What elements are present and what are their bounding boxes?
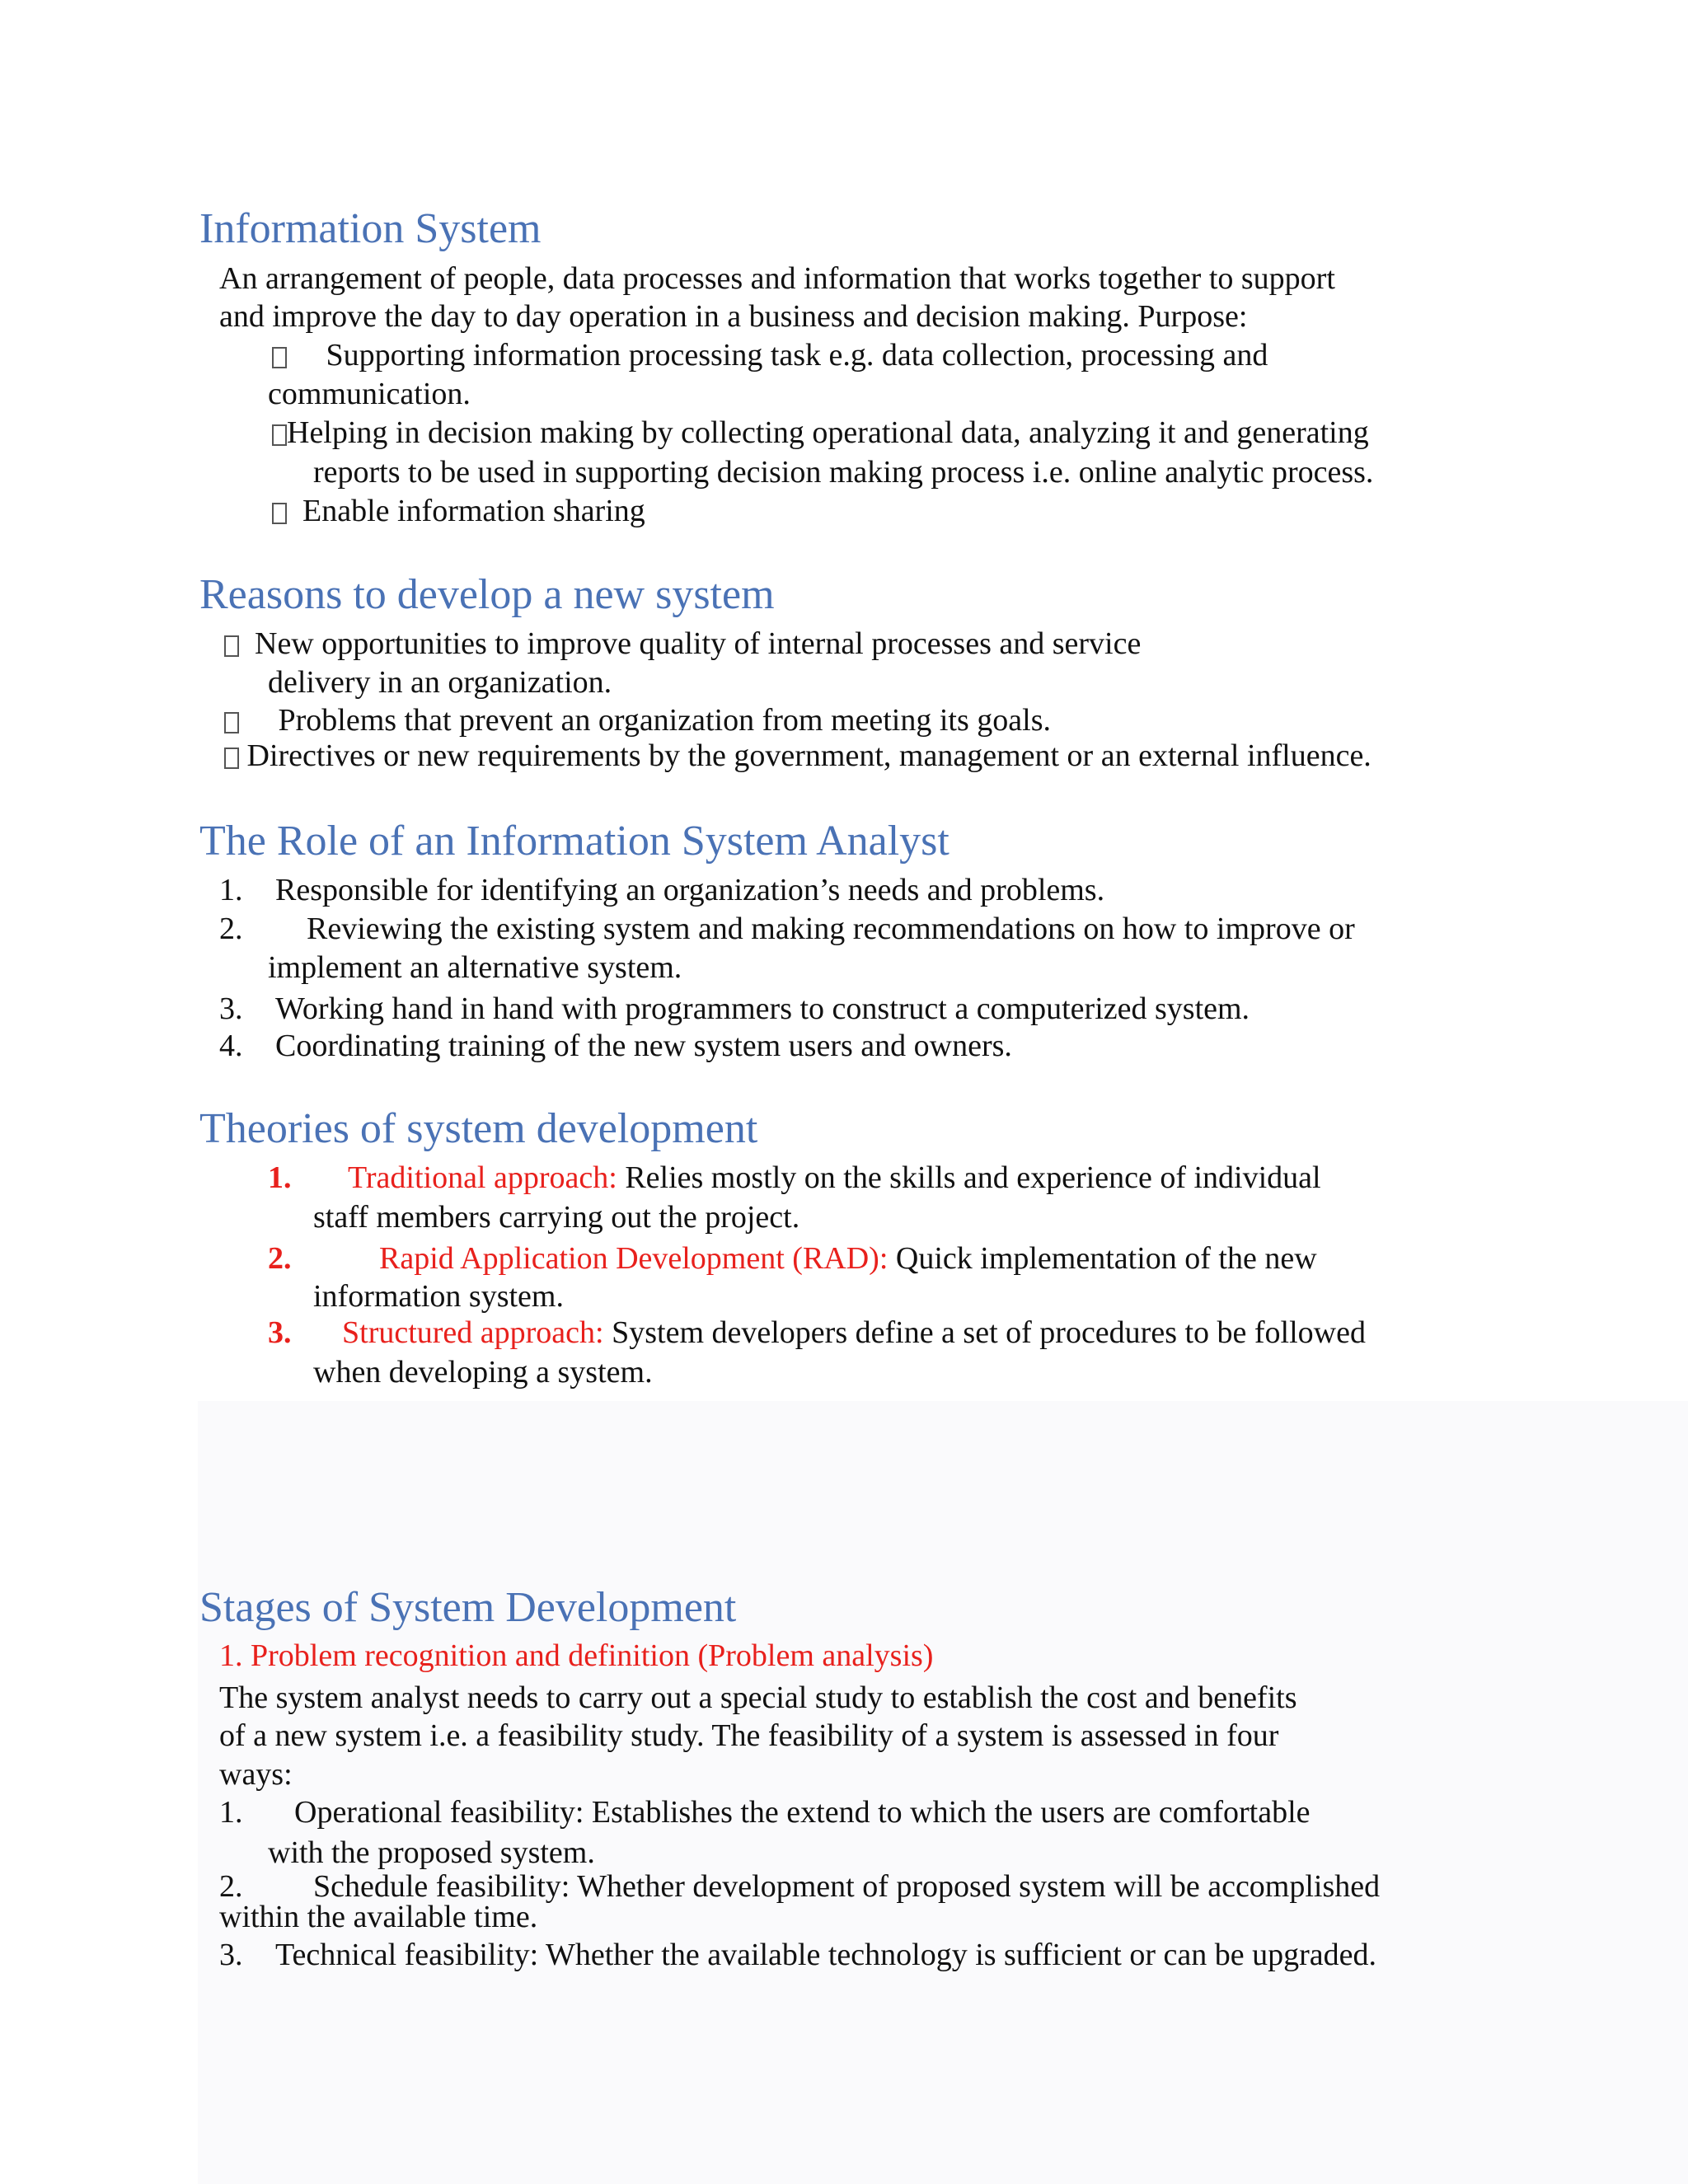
role-item-2: Reviewing the existing system and making recommendations on how to improve or (307, 912, 1355, 946)
role-item-4: Coordinating training of the new system users and owners. (275, 1029, 1012, 1063)
feasibility-2-number: 2. (219, 1869, 243, 1904)
heading-role: The Role of an Information System Analyst (199, 818, 950, 865)
role-item-1-number: 1. (219, 873, 243, 907)
stages-subheading: 1. Problem recognition and definition (Problem analysis) (219, 1638, 934, 1673)
theory-2-term: Rapid Application Development (RAD): (379, 1241, 889, 1276)
bullet-box-icon (272, 503, 287, 524)
info-bullet-1: Supporting information processing task e.g. data collection, processing and (272, 336, 1268, 374)
bullet-box-icon (224, 712, 239, 733)
feasibility-3: Technical feasibility: Whether the available technology is sufficient or can be upgraded. (275, 1938, 1376, 1972)
stages-paragraph-line-3: ways: (219, 1757, 293, 1792)
stages-paragraph-line-2: of a new system i.e. a feasibility study. The feasibility of a system is assessed in four (219, 1718, 1279, 1753)
theory-2-number: 2. (268, 1241, 292, 1276)
heading-stages: Stages of System Development (199, 1584, 737, 1631)
reason-1-cont: delivery in an organization. (268, 665, 612, 700)
theory-3-cont: when developing a system. (313, 1355, 653, 1390)
feasibility-2-cont: within the available time. (219, 1900, 538, 1934)
info-bullet-1-cont: communication. (268, 377, 471, 411)
heading-theories: Theories of system development (199, 1105, 758, 1152)
info-bullet-2-cont: reports to be used in supporting decision making process i.e. online analytic process. (313, 455, 1374, 490)
reason-3: Directives or new requirements by the government, management or an external influence. (224, 737, 1372, 775)
theory-1: Traditional approach: Relies mostly on the skills and experience of individual (348, 1160, 1321, 1195)
role-item-3-number: 3. (219, 991, 243, 1026)
theory-1-cont: staff members carrying out the project. (313, 1200, 800, 1235)
role-item-2-cont: implement an alternative system. (268, 950, 682, 985)
bullet-box-icon (272, 347, 287, 368)
role-item-4-number: 4. (219, 1029, 243, 1063)
page-shading (198, 1401, 1688, 2184)
reason-2: Problems that prevent an organization from meeting its goals. (224, 701, 1051, 739)
theory-3-term: Structured approach: (342, 1315, 604, 1350)
theory-1-term: Traditional approach: (348, 1160, 617, 1195)
info-paragraph-line-2: and improve the day to day operation in a business and decision making. Purpose: (219, 299, 1248, 334)
role-item-1: Responsible for identifying an organization’s needs and problems. (275, 873, 1105, 907)
role-item-3: Working hand in hand with programmers to construct a computerized system. (275, 991, 1250, 1026)
heading-information-system: Information System (199, 205, 542, 252)
bullet-box-icon (224, 635, 239, 657)
feasibility-3-number: 3. (219, 1938, 243, 1972)
theory-2: Rapid Application Development (RAD): Quick implementation of the new (379, 1241, 1317, 1276)
info-paragraph-line-1: An arrangement of people, data processes and information that works together to support (219, 261, 1335, 296)
theory-3-number: 3. (268, 1315, 292, 1350)
info-bullet-3: Enable information sharing (272, 492, 645, 530)
role-item-2-number: 2. (219, 912, 243, 946)
feasibility-1: Operational feasibility: Establishes the extend to which the users are comfortable (294, 1795, 1311, 1830)
feasibility-1-number: 1. (219, 1795, 243, 1830)
info-bullet-2: Helping in decision making by collecting operational data, analyzing it and generating (272, 414, 1369, 452)
theory-3: Structured approach: System developers define a set of procedures to be followed (342, 1315, 1366, 1350)
stages-paragraph-line-1: The system analyst needs to carry out a special study to establish the cost and benefits (219, 1680, 1297, 1715)
heading-reasons: Reasons to develop a new system (199, 571, 775, 618)
reason-1: New opportunities to improve quality of internal processes and service (224, 625, 1141, 663)
feasibility-1-cont: with the proposed system. (268, 1835, 595, 1870)
feasibility-2: Schedule feasibility: Whether development of proposed system will be accomplished (313, 1869, 1381, 1904)
bullet-box-icon (224, 748, 239, 769)
bullet-box-icon (272, 424, 287, 446)
theory-2-cont: information system. (313, 1279, 564, 1314)
theory-1-number: 1. (268, 1160, 292, 1195)
